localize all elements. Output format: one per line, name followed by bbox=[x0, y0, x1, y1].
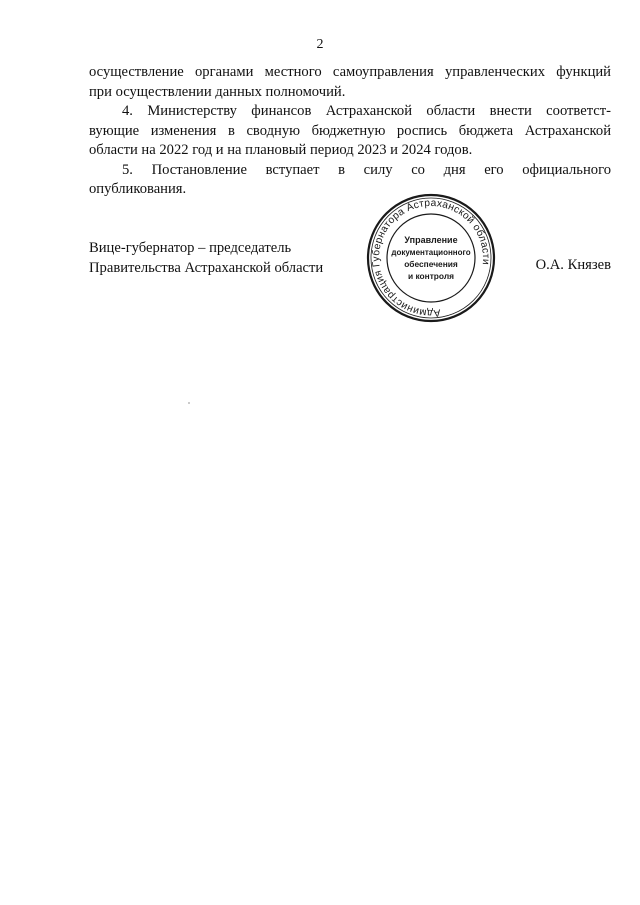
official-seal bbox=[365, 192, 497, 324]
scan-speck bbox=[188, 402, 190, 404]
page-number: 2 bbox=[316, 37, 324, 52]
paragraph-line: опубликования. bbox=[89, 181, 187, 197]
paragraph-line: вующие изменения в сводную бюджетную роспись бюджета Астраханской bbox=[89, 122, 611, 139]
seal-center-line: и контроля bbox=[407, 271, 455, 281]
paragraph-line: 4. Министерству финансов Астраханской области внести соответст- bbox=[122, 103, 611, 119]
seal-center-line: Управление bbox=[404, 235, 458, 245]
paragraph-line: осуществление органами местного самоуправления управленческих функций bbox=[89, 64, 611, 80]
document-body bbox=[89, 63, 611, 200]
seal-inner-ring bbox=[387, 214, 475, 302]
signature-block bbox=[89, 238, 611, 308]
paragraph-line: при осуществлении данных полномочий. bbox=[89, 83, 346, 100]
seal-outer-text: Администрация Губернатора Астраханской области bbox=[370, 197, 492, 319]
signatory-title-line: Правительства Астраханской области bbox=[89, 260, 324, 276]
signatory-title-line: Вице-губернатор – председатель bbox=[89, 240, 292, 256]
paragraph-line: области на 2022 год и на плановый период 2023 и 2024 годов. bbox=[89, 142, 473, 158]
signatory-title bbox=[89, 238, 323, 278]
seal-center-text bbox=[391, 235, 470, 281]
paragraph-line: 5. Постановление вступает в силу со дня его официального bbox=[122, 161, 611, 178]
signatory-name: О.А. Князев bbox=[535, 257, 611, 273]
seal-center-line: документационного bbox=[391, 248, 471, 257]
seal-center-line: обеспечения bbox=[404, 259, 458, 269]
